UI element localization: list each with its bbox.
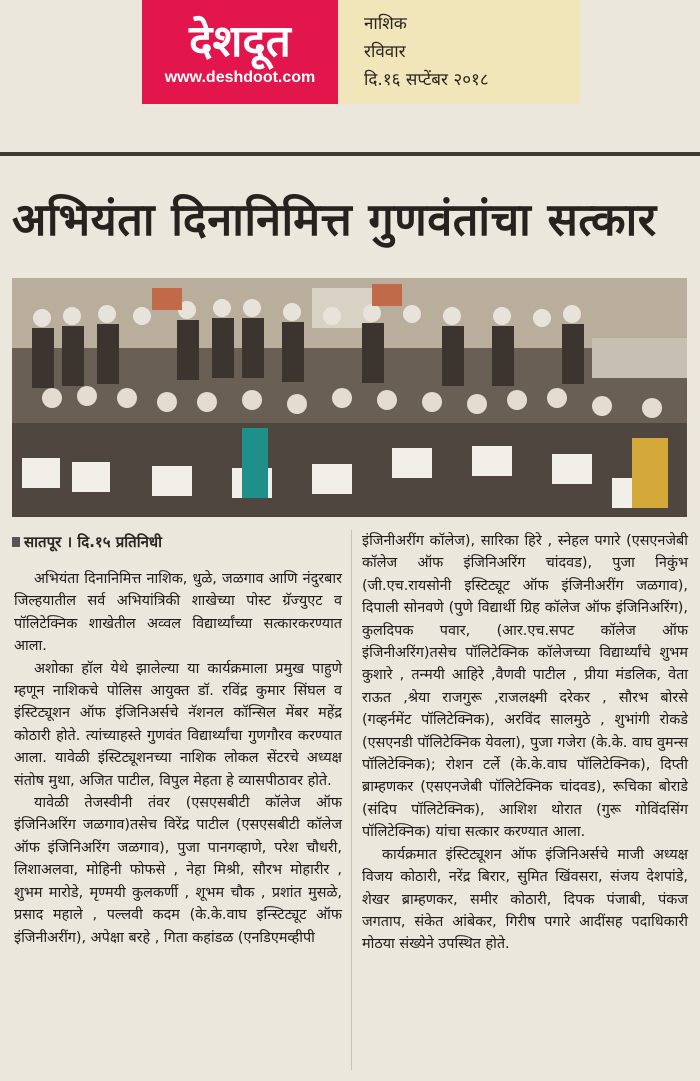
bullet-square-icon	[12, 537, 20, 547]
column-divider	[351, 530, 352, 1070]
paragraph: अशोका हॉल येथे झालेल्या या कार्यक्रमाला प्रमुख पाहुणे म्हणून नाशिकचे पोलिस आयुक्त डॉ. रविंद्र कुमार सिंघल व इंस्टिट्यूशन ऑफ इंजिनिअर्सचे नॅशनल कॉन्सिल मेंबर महेंद्र कोठारी होते. त्यांच्याहस्ते गुणवंत विद्यार्थ्यांचा गुणगौरव करण्यात आला. यावेळी इंस्टिट्यूशनच्या नाशिक लोकल सेंटरचे अध्यक्ष संतोष मुथा, अजित पाटील, विपुल मेहता हे व्यासपीठावर होते.	[14, 660, 342, 789]
article-dateline	[12, 530, 212, 554]
group-photo-image	[12, 278, 687, 517]
edition-city: नाशिक	[364, 14, 407, 34]
edition-day: रविवार	[364, 42, 406, 62]
edition-info	[338, 0, 489, 104]
paragraph: यावेळी तेजस्वीनी तंवर (एसएसबीटी कॉलेज ऑफ इंजिनिअरिंग जळगाव)तसेच विरेंद्र पाटील (एसएसबीटी कॉलेज ऑफ इंजिनिअरिंग जळगाव), पुजा पानगव्हाणे, परेश चौधरी, लिशाअलवा, मोहिनी फोफसे , नेहा मिश्री, सौरभ मोहारीर , शुभम मारोडे, मृण्मयी कुलकर्णी , शूभम चौक , प्रशांत मुसळे, प्रसाद महाले , पल्लवी कदम (के.के.वाघ इन्स्टिट्यूट ऑफ इंजिनीअरींग), अपेक्षा बरहे , गिता कहांडळ (एनडिएमव्हीपी	[14, 795, 342, 946]
article-column-right	[362, 530, 688, 956]
dateline-text: सातपूर । दि.१५ प्रतिनिधी	[24, 533, 163, 551]
paragraph: अभियंता दिनानिमित्त नाशिक, धुळे, जळगाव आणि नंदुरबार जिल्हयातील सर्व अभियांत्रिकी शाखेच्या पोस्ट ग्रॅज्युएट व पॉलिटेक्निक शाखेतील अव्वल विद्यार्थ्यांच्या सत्कारकरण्यात आला.	[14, 571, 342, 655]
article-column-left	[14, 568, 342, 949]
masthead	[142, 0, 580, 104]
paragraph: कार्यक्रमात इंस्टिट्यूशन ऑफ इंजिनिअर्सचे माजी अध्यक्ष विजय कोठारी, नरेंद्र बिरार, सुमित खिंवसरा, संजय देशपांडे, शेखर ब्राम्हणकर, समीर कोठारी, दिपक पंजाबी, पंकज जगताप, संकेत आंबेकर, गिरीष पगारे आदींसह पदाधिकारी मोठया संख्येने उपस्थित होते.	[362, 846, 688, 953]
edition-date: दि.१६ सप्टेंबर २०१८	[364, 70, 489, 90]
group-photo	[12, 278, 687, 517]
paragraph: इंजिनीअरींग कॉलेज), सारिका हिरे , स्नेहल पगारे (एसएनजेबी कॉलेज ऑफ इंजिनिअरिंग चांदवड), पुजा निकुंभ (जी.एच.रायसोनी इस्टिट्यूट ऑफ इंजिनीअरींग जळगाव), दिपाली सोनवणे (पुणे विद्यार्थी ग्रिह कॉलेज ऑफ इंजिनिअरिंग), कुलदिपक पवार, (आर.एच.सपट कॉलेज ऑफ इंजिनीअरिंग)तसेच पॉलिटेक्निक कॉलेजच्या विद्यार्थ्यांचे शुभम कुशारे , तन्मयी आहिरे ,वैणवी पाटील , प्रीया मंडलिक, वेता राऊत ,श्रेया राजगुरू ,राजलक्ष्मी दरेकर , सौरभ बोरसे (गव्हर्नमेंट पॉलिटेक्निक), अरविंद सालमुठे , शुभांगी रोकडे (एसएनडी पॉलिटेक्निक येवला), पुजा गजेरा (के.के. वाघ वुमन्स पॉलिटेक्निक); रोशन टर्ले (के.के.वाघ पॉलिटेक्निक), दिप्ती ब्राम्हणकर (एसएनजेबी पॉलिटेक्निक चांदवड), रूचिका बोराडे (संदिप पॉलिटेक्निक), आशिश थोरात (गुरू गोविंदसिंग पॉलिटेक्निक) यांचा सत्कार करण्यात आला.	[362, 533, 688, 841]
logo-url: www.deshdoot.com	[164, 69, 316, 86]
article-headline: अभियंता दिनानिमित्त गुणवंतांचा सत्कार	[12, 193, 657, 246]
logo-title: देशदूत	[189, 16, 291, 67]
top-rule	[0, 152, 700, 156]
newspaper-logo	[142, 0, 338, 104]
